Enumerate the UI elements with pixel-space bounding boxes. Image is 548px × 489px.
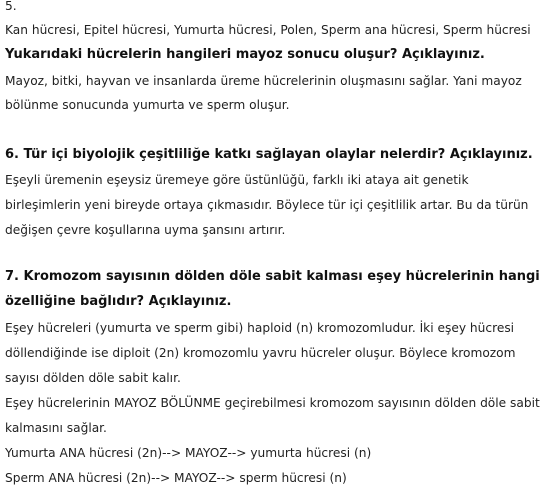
question-7-answer-line-5: kalmasını sağlar.: [5, 421, 107, 435]
question-7-answer-line-7: Sperm ANA hücresi (2n)--> MAYOZ--> sperm hücresi (n): [5, 471, 347, 485]
question-7-answer-line-2: döllendiğinde ise diploit (2n) kromozomlu yavru hücreler oluşur. Böylece kromozom: [5, 346, 516, 360]
question-7-answer-line-4: Eşey hücrelerinin MAYOZ BÖLÜNME geçirebilmesi kromozom sayısının dölden döle sabit: [5, 396, 540, 410]
question-5-answer-line-1: Mayoz, bitki, hayvan ve insanlarda üreme hücrelerinin oluşmasını sağlar. Yani mayoz: [5, 74, 522, 88]
question-5-cell-list: Kan hücresi, Epitel hücresi, Yumurta hücresi, Polen, Sperm ana hücresi, Sperm hücresi: [5, 23, 531, 37]
question-7-heading-line-1: 7. Kromozom sayısının dölden döle sabit kalması eşey hücrelerinin hangi: [5, 269, 540, 284]
question-5-number: 5.: [5, 0, 17, 13]
question-6-answer-line-1: Eşeyli üremenin eşeysiz üremeye göre üstünlüğü, farklı iki ataya ait genetik: [5, 173, 469, 187]
question-7-answer-line-1: Eşey hücreleri (yumurta ve sperm gibi) haploid (n) kromozomludur. İki eşey hücresi: [5, 321, 515, 335]
question-7-heading-line-2: özelliğine bağlıdır? Açıklayınız.: [5, 294, 232, 309]
question-5-heading: Yukarıdaki hücrelerin hangileri mayoz sonucu oluşur? Açıklayınız.: [5, 47, 485, 62]
question-5-answer-line-2: bölünme sonucunda yumurta ve sperm oluşur.: [5, 98, 290, 112]
question-7-answer-line-6: Yumurta ANA hücresi (2n)--> MAYOZ--> yumurta hücresi (n): [5, 446, 372, 460]
question-6-answer-line-3: değişen çevre koşullarına uyma şansını artırır.: [5, 223, 286, 237]
question-6-heading: 6. Tür içi biyolojik çeşitliliğe katkı sağlayan olaylar nelerdir? Açıklayınız.: [5, 147, 533, 162]
question-7-answer-line-3: sayısı dölden döle sabit kalır.: [5, 371, 181, 385]
question-6-answer-line-2: birleşimlerin yeni bireyde ortaya çıkmasıdır. Böylece tür içi çeşitlilik artar. Bu da türün: [5, 198, 529, 212]
